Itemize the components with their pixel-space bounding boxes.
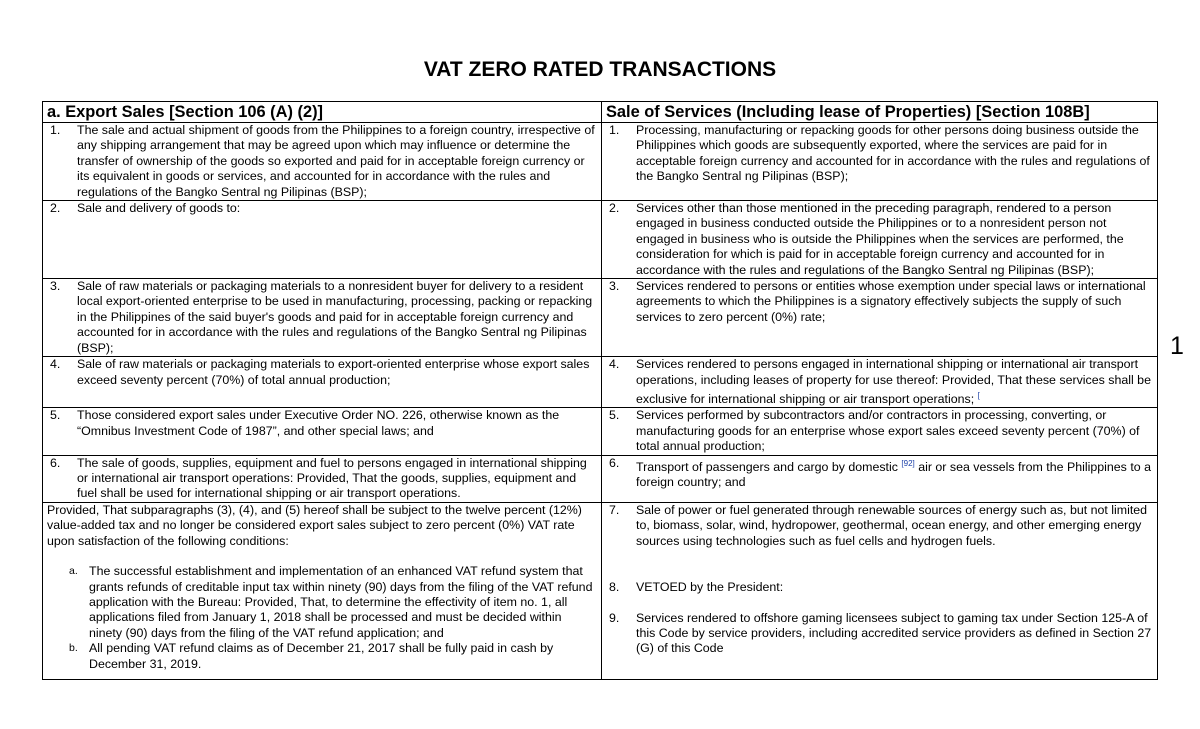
item-text: Services other than those mentioned in the preceding paragraph, rendered to a person engaged in business conducted outside the Philippines or to a nonresident person not engaged in business who is outside the Philippines when the services are performed, the consideration for which is paid for in acceptable foreign currency and accounted for in accordance with the rules and regulations of the Bangko Sentral ng Pilipinas (BSP);: [636, 201, 1124, 277]
page-number: 1: [1170, 332, 1184, 360]
item-text: The sale and actual shipment of goods from the Philippines to a foreign country, irrespective of any shipping arrangement that may be agreed upon which may influence or determine the transfer of ownership of the goods so exported and paid for in acceptable foreign currency or its equivalent in goods or services, and accounted for in accordance with the rules and regulations of the Bangko Sentral ng Pilipinas (BSP);: [77, 123, 595, 199]
item-number: 2.: [609, 201, 620, 216]
list-item: [47, 408, 597, 439]
right-cell: [602, 357, 1158, 408]
condition-text: The successful establishment and implementation of an enhanced VAT refund system that grants refunds of creditable input tax within ninety (90) days from the filing of the VAT refund application with the Bureau: Provided, That, to determine the effectivity of item no. 1, all applications filed from January 1, 2018 shall be processed and must be decided within ninety (90) days from the filing of the VAT refund application; and: [89, 564, 593, 640]
table-row: [43, 357, 1158, 408]
table-row: [43, 123, 1158, 201]
item-number: 4.: [609, 357, 620, 372]
header-export-sales: a. Export Sales [Section 106 (A) (2)]: [43, 102, 602, 123]
right-cell: [602, 408, 1158, 455]
item-text: [636, 357, 1153, 407]
proviso-intro: Provided, That subparagraphs (3), (4), and (5) hereof shall be subject to the twelve percent (12%) value-added tax and no longer be considered export sales subject to zero percent (0%) VAT rate upon satisfaction of the following conditions:: [47, 502, 582, 548]
left-cell: [43, 408, 602, 455]
list-item: [47, 123, 597, 200]
header-row: [43, 102, 1158, 123]
table-row: [43, 201, 1158, 279]
item-number: 9.: [609, 610, 620, 625]
left-cell: [43, 455, 602, 502]
list-item: [606, 357, 1153, 407]
list-item: [47, 456, 597, 502]
list-item: [606, 580, 1153, 595]
right-cell: [602, 201, 1158, 279]
condition-text: All pending VAT refund claims as of December 21, 2017 shall be fully paid in cash by December 31, 2019.: [89, 641, 554, 671]
table-row: [43, 455, 1158, 502]
item-text: Sale of raw materials or packaging materials to export-oriented enterprise whose export sales exceed seventy percent (70%) of total annual production;: [77, 357, 590, 387]
table-row: [43, 279, 1158, 357]
item-text-body: Services rendered to persons engaged in international shipping or international air transport operations, including leases of property for use thereof: Provided, That these services shall be exclusive for international shipping or air transport operations;: [636, 357, 1151, 407]
vat-table: [42, 101, 1158, 680]
item-number: 7.: [609, 502, 620, 517]
right-cell: [602, 279, 1158, 357]
item-text-after: air or sea vessels from the Philippines to a foreign country; and: [636, 459, 1151, 490]
list-item: [606, 611, 1153, 657]
proviso-condition: [47, 564, 597, 641]
item-number: 6.: [609, 455, 620, 470]
item-number: 5.: [50, 408, 61, 423]
page-title: VAT ZERO RATED TRANSACTIONS: [423, 58, 777, 81]
item-number: 1.: [609, 123, 620, 137]
condition-label: b.: [69, 642, 78, 655]
item-text: Services performed by subcontractors and/or contractors in processing, converting, or manufacturing goods for an enterprise whose export sales exceed seventy percent (70%) of total annual production;: [636, 408, 1140, 454]
item-number: 2.: [50, 201, 61, 216]
header-sale-of-services: Sale of Services (Including lease of Properties) [Section 108B]: [602, 102, 1158, 123]
list-item: [606, 201, 1153, 278]
item-number: 1.: [50, 123, 61, 137]
list-item: [606, 456, 1153, 491]
item-text: Sale of raw materials or packaging materials to a nonresident buyer for delivery to a resident local export-oriented enterprise to be used in manufacturing, processing, packing or repacking in the Philippines of the said buyer's goods and paid for in acceptable foreign currency and accounted for in accordance with the rules and regulations of the Bangko Sentral ng Pilipinas (BSP);: [77, 279, 593, 355]
list-item: [606, 503, 1153, 549]
item-text: Those considered export sales under Executive Order NO. 226, otherwise known as the “Omnibus Investment Code of 1987”, and other special laws; and: [77, 408, 560, 438]
condition-label: a.: [69, 565, 78, 578]
table-row: [43, 502, 1158, 679]
proviso-condition: [47, 641, 597, 672]
item-number: 4.: [50, 357, 61, 372]
list-item: [47, 201, 597, 216]
left-cell: [43, 123, 602, 201]
footnote-link[interactable]: [: [977, 390, 980, 400]
list-item: [606, 123, 1153, 185]
right-cell: [602, 455, 1158, 502]
item-number: 5.: [609, 408, 620, 423]
right-cell: [602, 502, 1158, 679]
list-item: [606, 279, 1153, 325]
item-number: 3.: [50, 279, 61, 294]
left-cell: [43, 279, 602, 357]
list-item: [47, 279, 597, 356]
list-item: [47, 357, 597, 388]
proviso-cell: [43, 502, 602, 679]
item-number: 3.: [609, 279, 620, 294]
item-text: Sale of power or fuel generated through renewable sources of energy such as, but not limited to, biomass, solar, wind, hydropower, geothermal, ocean energy, and other emerging energy sources using technologies such as fuel cells and hydrogen fuels.: [636, 502, 1148, 548]
list-item: [606, 408, 1153, 454]
item-number: 6.: [50, 455, 61, 470]
right-cell: [602, 123, 1158, 201]
footnote-link[interactable]: [92]: [901, 458, 915, 468]
left-cell: [43, 201, 602, 279]
item-text: The sale of goods, supplies, equipment and fuel to persons engaged in international shipping or international air transport operations: Provided, That the goods, supplies, equipment and fuel shall be used for international shipping or air transport operations.: [77, 455, 587, 501]
item-text: VETOED by the President:: [636, 580, 784, 595]
item-text: Processing, manufacturing or repacking goods for other persons doing business outside the Philippines which goods are subsequently exported, where the services are paid for in acceptable foreign currency and accounted for in accordance with the rules and regulations of the Bangko Sentral ng Pilipinas (BSP);: [636, 123, 1150, 184]
item-text-before: Transport of passengers and cargo by domestic: [636, 459, 898, 474]
item-number: 8.: [609, 580, 620, 595]
left-cell: [43, 357, 602, 408]
item-text: [636, 456, 1153, 491]
table-row: [43, 408, 1158, 455]
item-text: Services rendered to persons or entities whose exemption under special laws or international agreements to which the Philippines is a signatory effectively subjects the supply of such services to zero percent (0%) rate;: [636, 279, 1146, 324]
item-text: Services rendered to offshore gaming licensees subject to gaming tax under Section 125-A of this Code by service providers, including accredited service providers as defined in Section 27 (G) of this Code: [636, 610, 1152, 656]
item-text: Sale and delivery of goods to:: [77, 201, 241, 216]
